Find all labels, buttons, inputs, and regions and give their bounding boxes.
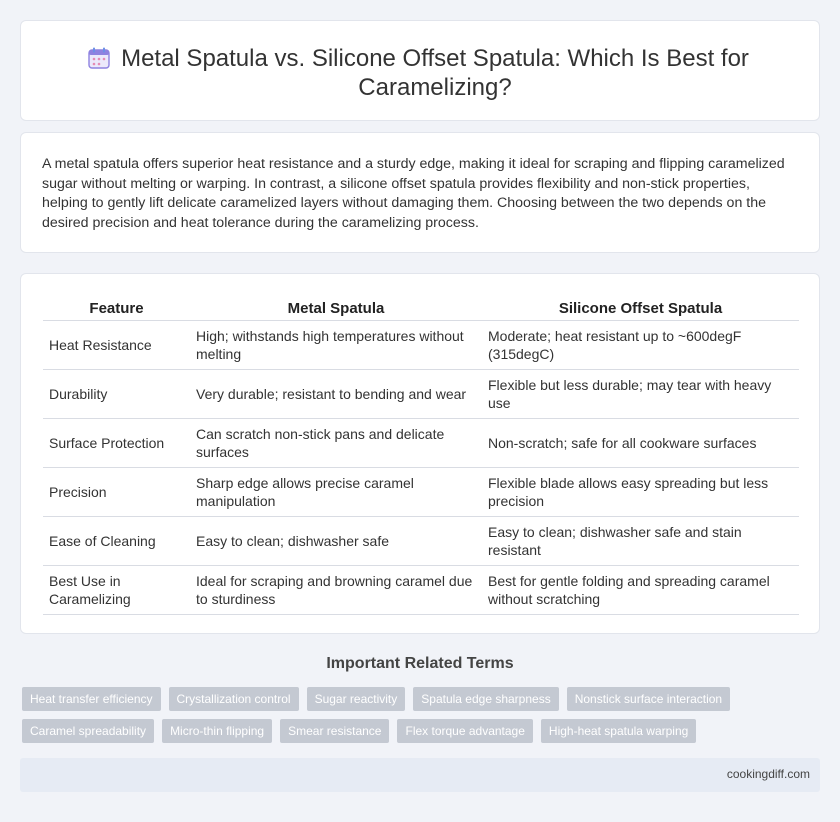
comparison-card bbox=[20, 273, 820, 634]
metal-cell: Can scratch non-stick pans and delicate surfaces bbox=[190, 418, 482, 467]
footer bbox=[20, 758, 820, 792]
tag[interactable]: Crystallization control bbox=[169, 687, 299, 711]
silicone-cell: Non-scratch; safe for all cookware surfaces bbox=[482, 418, 799, 467]
tag-row bbox=[22, 719, 822, 743]
metal-cell: High; withstands high temperatures without melting bbox=[190, 320, 482, 369]
table-header-row bbox=[43, 295, 799, 320]
related-terms-title: Important Related Terms bbox=[326, 655, 514, 672]
tag[interactable]: Micro-thin flipping bbox=[162, 719, 272, 743]
tag[interactable]: High-heat spatula warping bbox=[541, 719, 696, 743]
metal-cell: Sharp edge allows precise caramel manipulation bbox=[190, 467, 482, 516]
tag[interactable]: Smear resistance bbox=[280, 719, 389, 743]
silicone-cell: Moderate; heat resistant up to ~600degF (315degC) bbox=[482, 320, 799, 369]
table-row bbox=[43, 320, 799, 369]
feature-cell: Heat Resistance bbox=[43, 320, 190, 369]
silicone-cell: Flexible blade allows easy spreading but less precision bbox=[482, 467, 799, 516]
tag[interactable]: Caramel spreadability bbox=[22, 719, 154, 743]
table-row bbox=[43, 467, 799, 516]
tag[interactable]: Heat transfer efficiency bbox=[22, 687, 161, 711]
table-row bbox=[43, 369, 799, 418]
tag-row bbox=[22, 687, 822, 711]
header-card bbox=[20, 20, 820, 121]
feature-cell: Durability bbox=[43, 369, 190, 418]
silicone-cell: Best for gentle folding and spreading caramel without scratching bbox=[482, 565, 799, 614]
table-row bbox=[43, 565, 799, 614]
feature-cell: Surface Protection bbox=[43, 418, 190, 467]
header-feature: Feature bbox=[43, 295, 190, 320]
comparison-table bbox=[43, 295, 799, 615]
feature-cell: Best Use in Caramelizing bbox=[43, 565, 190, 614]
intro-paragraph: A metal spatula offers superior heat resistance and a sturdy edge, making it ideal for scraping and flipping caramelized sugar without melting or warping. In contrast, a silicone offset spatula provides flexibility and non-stick properties, helping to gently lift delicate caramelized layers without damaging them. Choosing between the two depends on the desired precision and heat tolerance during the caramelizing process. bbox=[42, 156, 785, 231]
feature-cell: Ease of Cleaning bbox=[43, 516, 190, 565]
table-row bbox=[43, 418, 799, 467]
intro-card bbox=[20, 132, 820, 253]
page-title: Metal Spatula vs. Silicone Offset Spatula: Which Is Best for Caramelizing? bbox=[121, 45, 749, 101]
silicone-cell: Easy to clean; dishwasher safe and stain resistant bbox=[482, 516, 799, 565]
metal-cell: Ideal for scraping and browning caramel due to sturdiness bbox=[190, 565, 482, 614]
footer-site-link[interactable]: cookingdiff.com bbox=[726, 767, 810, 781]
tag[interactable]: Nonstick surface interaction bbox=[567, 687, 730, 711]
header-metal-spatula: Metal Spatula bbox=[190, 295, 482, 320]
feature-cell: Precision bbox=[43, 467, 190, 516]
silicone-cell: Flexible but less durable; may tear with heavy use bbox=[482, 369, 799, 418]
tag[interactable]: Flex torque advantage bbox=[397, 719, 532, 743]
related-terms-tags bbox=[22, 687, 822, 751]
metal-cell: Very durable; resistant to bending and wear bbox=[190, 369, 482, 418]
table-row bbox=[43, 516, 799, 565]
tag[interactable]: Spatula edge sharpness bbox=[413, 687, 558, 711]
metal-cell: Easy to clean; dishwasher safe bbox=[190, 516, 482, 565]
header-silicone-offset-spatula: Silicone Offset Spatula bbox=[482, 295, 799, 320]
tag[interactable]: Sugar reactivity bbox=[307, 687, 406, 711]
